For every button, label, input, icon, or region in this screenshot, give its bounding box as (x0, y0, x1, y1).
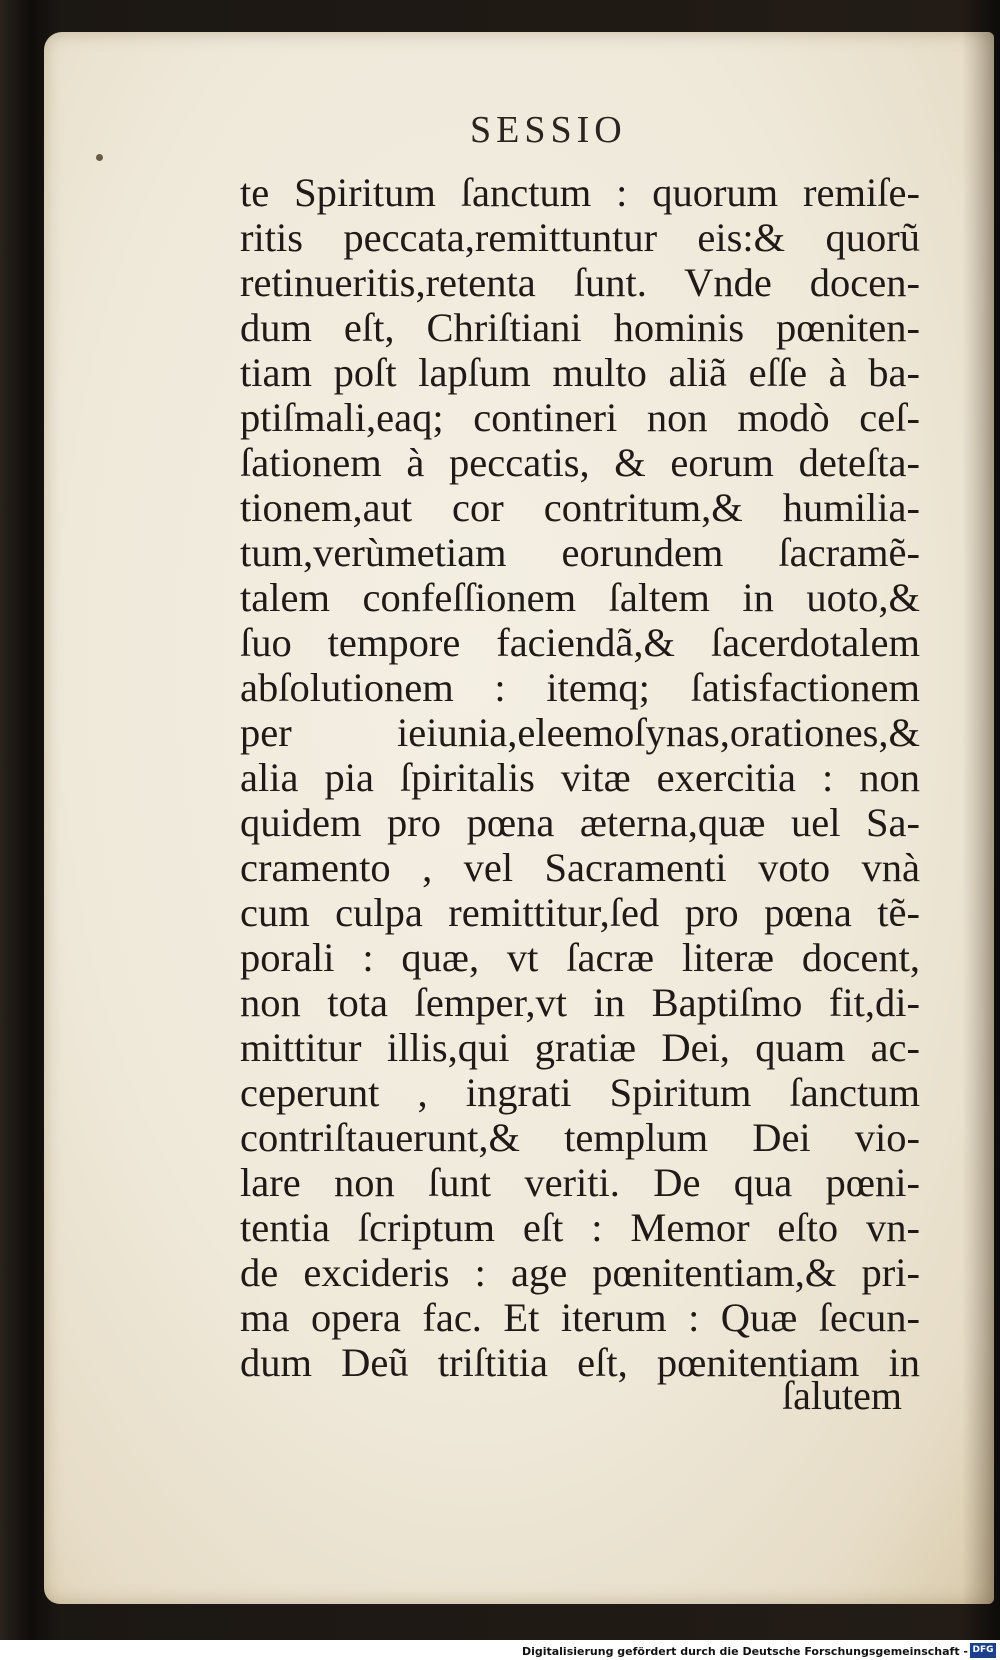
text-line: tiam poſt lapſum multo aliã eſſe à ba- (240, 350, 920, 395)
text-line: per ieiunia,eleemoſynas,orationes,& (240, 710, 920, 755)
text-line: ritis peccata,remittuntur eis:& quorũ (240, 215, 920, 260)
text-line: ceperunt , ingrati Spiritum ſanctum (240, 1070, 920, 1115)
paper-speck (96, 154, 103, 161)
catchword: ſalutem (782, 1373, 902, 1418)
text-line: ptiſmali,eaq; contineri non modò ceſ- (240, 395, 920, 440)
text-line: dum Deũ triſtitia eſt, pœnitentiam in (240, 1340, 920, 1385)
spine-shadow (962, 32, 994, 1604)
text-line: cum culpa remittitur,ſed pro pœna tẽ- (240, 890, 920, 935)
text-line: ſationem à peccatis, & eorum deteſta- (240, 440, 920, 485)
text-line: tionem,aut cor contritum,& humilia- (240, 485, 920, 530)
text-line: tum,verùmetiam eorundem ſacramẽ- (240, 530, 920, 575)
text-line: cramento , vel Sacramenti voto vnà (240, 845, 920, 890)
text-line: porali : quæ, vt ſacræ literæ docent, (240, 935, 920, 980)
dfg-logo: DFG (970, 1643, 996, 1658)
text-line: retinueritis,retenta ſunt. Vnde docen- (240, 260, 920, 305)
text-line: te Spiritum ſanctum : quorum remiſe- (240, 170, 920, 215)
text-line: mittitur illis,qui gratiæ Dei, quam ac- (240, 1025, 920, 1070)
body-text (240, 170, 920, 1385)
text-line: dum eſt, Chriſtiani hominis pœniten- (240, 305, 920, 350)
text-line: talem confeſſionem ſaltem in uoto,& (240, 575, 920, 620)
text-line: alia pia ſpiritalis vitæ exercitia : non (240, 755, 920, 800)
text-line: lare non ſunt veriti. De qua pœni- (240, 1160, 920, 1205)
text-line: tentia ſcriptum eſt : Memor eſto vn- (240, 1205, 920, 1250)
text-line: contriſtauerunt,& templum Dei vio- (240, 1115, 920, 1160)
text-line: quidem pro pœna æterna,quæ uel Sa- (240, 800, 920, 845)
text-line: ſuo tempore faciendã,& ſacerdotalem (240, 620, 920, 665)
text-line: ma opera fac. Et iterum : Quæ ſecun- (240, 1295, 920, 1340)
text-line: abſolutionem : itemq; ſatisfactionem (240, 665, 920, 710)
running-head: SESSIO (470, 109, 627, 151)
digitization-footer (0, 1640, 1000, 1660)
text-line: de excideris : age pœnitentiam,& pri- (240, 1250, 920, 1295)
funding-credit: Digitalisierung gefördert durch die Deutsche Forschungsgemeinschaft - (521, 1645, 968, 1658)
text-line: non tota ſemper,vt in Baptiſmo fit,di- (240, 980, 920, 1025)
